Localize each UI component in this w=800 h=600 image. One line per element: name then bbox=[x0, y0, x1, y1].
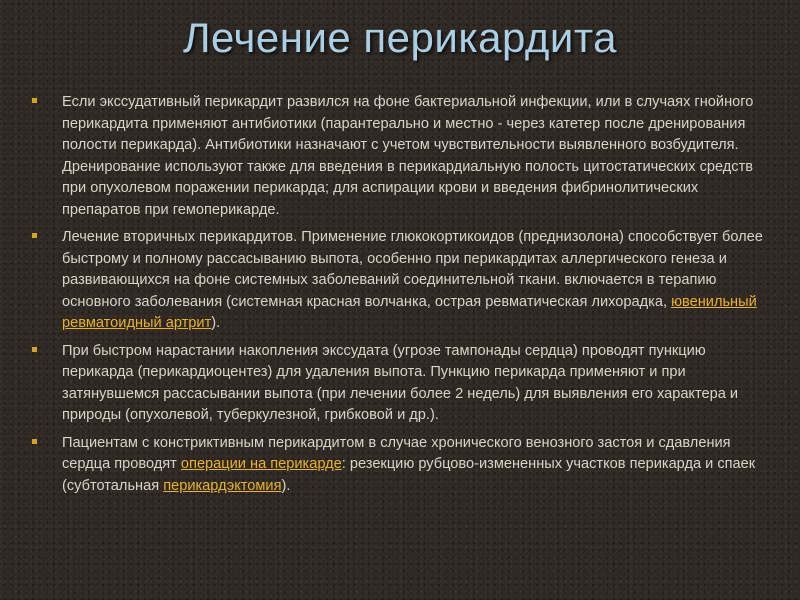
item-text: Пациентам с констриктивным перикардитом в случае хронического венозного застоя и сдавления сердца проводят bbox=[62, 434, 731, 472]
bullet-square-icon bbox=[32, 233, 37, 238]
list-item bbox=[30, 433, 775, 498]
bullet-square-icon bbox=[32, 439, 37, 444]
item-text: При быстром нарастании накопления экссудата (угрозе тампонады сердца) проводят пункцию перикарда (перикардиоцентез) для удаления выпота. Пункцию перикарда применяют и при затянувшемся рассасывании выпота (при лечении более 2 недель) для выявления его характера и природы (опухолевой, туберкулезной, грибковой и др.). bbox=[62, 342, 739, 423]
bullet-square-icon bbox=[32, 98, 37, 103]
list-item bbox=[30, 341, 775, 427]
link-pericardiectomy[interactable]: перикардэктомия bbox=[163, 477, 282, 494]
list-item bbox=[30, 227, 775, 335]
list-item bbox=[30, 92, 775, 221]
bullet-square-icon bbox=[32, 347, 37, 352]
link-juvenile-arthritis[interactable]: ювенильный ревматоидный артрит bbox=[62, 293, 757, 331]
item-text-middle: : резекцию рубцово-измененных участков перикарда и спаек (субтотальная bbox=[62, 456, 756, 494]
bullet-list bbox=[30, 92, 775, 503]
item-text: Если экссудативный перикардит развился на фоне бактериальной инфекции, или в случаях гнойного перикардита применяют антибиотики (парантерально и местно - через катетер после дренирования полости перикарда). Антибиотики назначают с учетом чувствительности выявленного возбудителя. Дренирование используют также для введения в перикардиальную полость цитостатических средств при опухолевом поражении перикарда; для аспирации крови и введения фибринолитических препаратов при гемоперикарде. bbox=[62, 94, 754, 218]
slide-title: Лечение перикардита bbox=[182, 14, 617, 61]
item-text-end: ). bbox=[281, 477, 291, 494]
item-text: Лечение вторичных перикардитов. Применение глюкокортикоидов (преднизолона) способствует более быстрому и полному рассасыванию выпота, особенно при перикардитах аллергического генеза и развивающихся на фоне системных заболеваний соединительной ткани. включается в терапию основного заболевания (системная красная волчанка, острая ревматическая лихорадка, bbox=[62, 229, 763, 310]
item-text-end: ). bbox=[211, 315, 221, 331]
link-pericardium-operations[interactable]: операции на перикарде bbox=[180, 456, 342, 472]
